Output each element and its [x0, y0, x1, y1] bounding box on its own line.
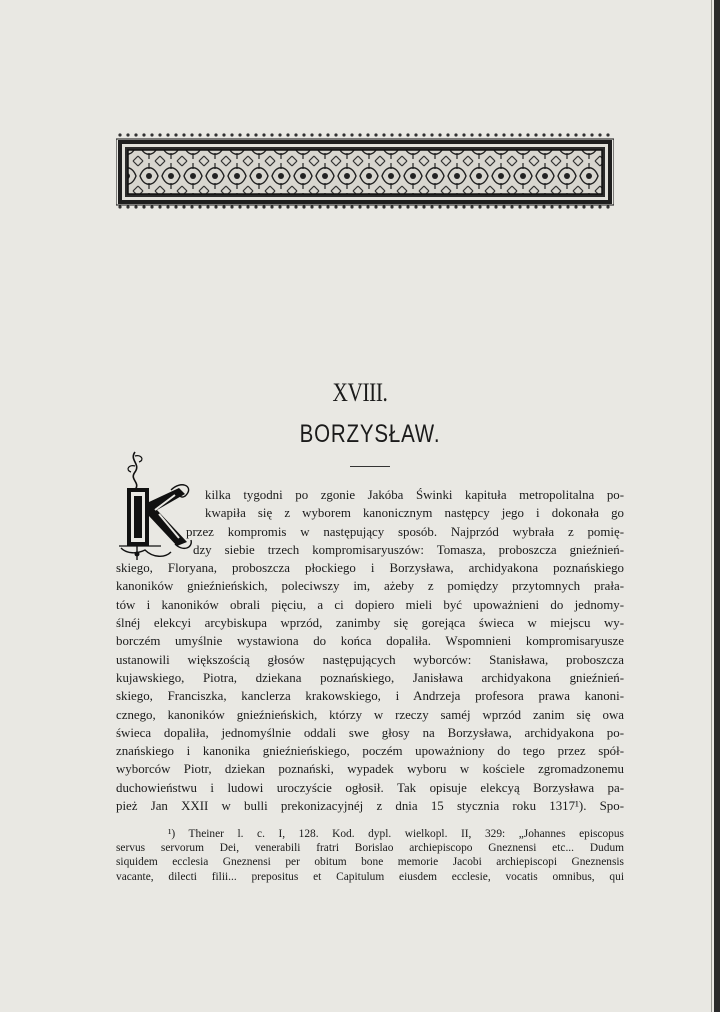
- page-edge: [714, 0, 720, 1012]
- chapter-title: BORZYSŁAW.: [299, 420, 441, 448]
- body-line: duchowieństwu i ludowi uroczyście ogłosił. Tak opisuje elekcyą Borzysława pa-: [116, 780, 624, 795]
- page-edge-shadow: [711, 0, 712, 1012]
- body-line: znańskiego i kanonika gnieźnieńskiego, poczém upoważniony do tego przez spół-: [116, 744, 624, 759]
- body-line: skiego, Franciszka, kanclerza krakowskiego, i Andrzeja profesora prawa kanoni-: [116, 689, 624, 704]
- body-line: kilka tygodni po zgonie Jakóba Świnki kapituła metropolitalna po-: [205, 488, 624, 502]
- body-line: borczém umyślnie wystawiona do końca dopaliła. Wspomnieni kompromisaryusze: [116, 634, 624, 649]
- body-text: [116, 486, 624, 815]
- footnote-line: siquidem ecclesia Gneznensi per obitum bone memorie Jacobi archiepiscopi Gneznensis: [116, 856, 624, 869]
- body-line: świeca dopaliła, jednomyślnie oddali swe głosy na Borzysława, archidyakona po-: [116, 725, 624, 740]
- title-divider: [350, 466, 390, 467]
- body-line: kanoników gnieźnieńskich, poleciwszy im, ażeby z pomiędzy przytomnych prała-: [116, 579, 624, 594]
- body-line: kwapiła się z wyborem kanonicznym następcy jego i dokonała go: [205, 506, 624, 521]
- body-line: dzy siebie trzech kompromisaryuszów: Tomasza, proboszcza gnieźnień-: [193, 542, 624, 557]
- body-line: skiego, Floryana, proboszcza płockiego i Borzysława, archidyakona poznańskiego: [116, 561, 624, 576]
- footnote-line: vacante, dilecti filii... prepositus et Capitulum eiusdem ecclesie, vocatis omnibus, qui: [116, 870, 624, 883]
- chapter-number: XVIII.: [332, 378, 388, 407]
- body-line: ustanowili większością głosów następujących wyborców: Stanisława, proboszcza: [116, 652, 624, 667]
- body-line: ślnéj elekcyi arcybiskupa wprzód, zanimby się gorejąca świeca w miejscu wy-: [116, 616, 624, 631]
- ornamental-header-banner: [116, 131, 614, 213]
- footnote-line: servus servorum Dei, venerabili fratri Borislao archiepiscopo Gneznensi etc... Dudum: [116, 842, 624, 855]
- body-line: pież Jan XXII w bulli prekonizacyjnéj z dnia 15 stycznia roku 1317¹). Spo-: [116, 799, 624, 814]
- body-line: cznego, kanoników gnieźnieńskich, którzy w rzeczy saméj wprzód zanim się owa: [116, 707, 624, 722]
- body-line: tów i kanoników obrali pięciu, a ci dopiero mieli być upoważnieni do jednomy-: [116, 597, 624, 612]
- body-line: kujawskiego, Piotra, dziekana poznańskiego, Janisława archidyakona gnieźnień-: [116, 670, 624, 685]
- footnote: [116, 827, 624, 884]
- footnote-line: ¹) Theiner l. c. I, 128. Kod. dypl. wielkopl. II, 329: „Johannes episcopus: [168, 828, 624, 840]
- body-line: wyborców Piotr, dziekan poznański, wypadek wyboru w kościele zgromadzonemu: [116, 762, 624, 777]
- body-line: przez kompromis w następujący sposób. Najprzód wybrała z pomię-: [186, 524, 624, 539]
